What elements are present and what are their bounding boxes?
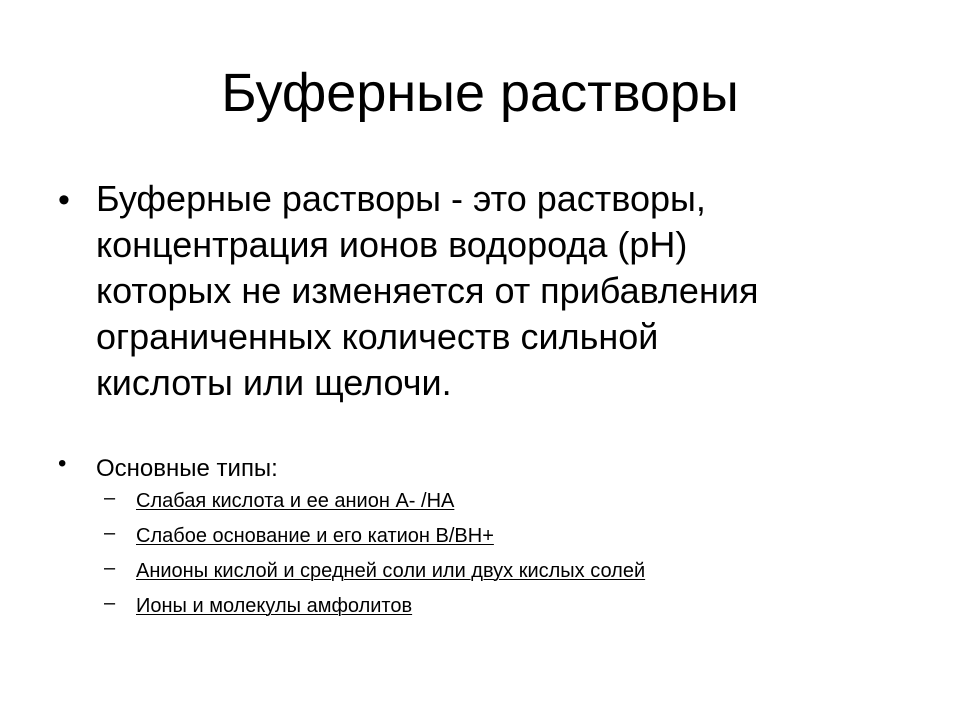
definition-line-4: ограниченных количеств сильной [96, 316, 659, 357]
definition-line-1: Буферные растворы - это растворы, [96, 178, 706, 219]
definition-line-5: кислоты или щелочи. [96, 362, 452, 403]
type-link-salt-anions[interactable]: Анионы кислой и средней соли или двух кислых солей [136, 560, 646, 582]
type-link-ampholytes[interactable]: Ионы и молекулы амфолитов [136, 595, 413, 617]
list-item [104, 554, 924, 589]
definition-row [58, 176, 938, 406]
dash-icon: – [104, 557, 116, 579]
definition-bullet [58, 176, 938, 406]
slide-title: Буферные растворы [221, 63, 739, 123]
types-list [104, 484, 924, 624]
type-link-weak-acid[interactable]: Слабая кислота и ее анион А- /НА [136, 490, 455, 512]
bullet-icon: • [58, 181, 70, 219]
bullet-icon: • [58, 450, 67, 477]
dash-icon: – [104, 592, 116, 614]
definition-line-2: концентрация ионов водорода (pH) [96, 224, 688, 265]
list-item [104, 519, 924, 554]
type-link-weak-base[interactable]: Слабое основание и его катион В/ВН+ [136, 525, 494, 547]
dash-icon: – [104, 487, 116, 509]
definition-line-3: которых не изменяется от прибавления [96, 270, 759, 311]
dash-icon: – [104, 522, 116, 544]
list-item [104, 589, 924, 624]
list-item [104, 484, 924, 519]
types-label: Основные типы: [96, 455, 278, 482]
